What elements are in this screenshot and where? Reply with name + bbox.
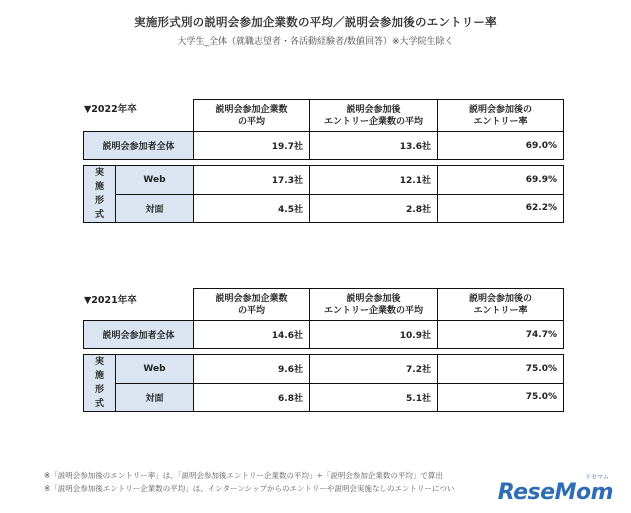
table-row-web: [84, 166, 564, 195]
cell-value: 13.6社: [310, 132, 438, 160]
row-label-web: Web: [116, 166, 194, 195]
header-avg-companies: 説明会参加企業数 の平均: [194, 289, 310, 321]
table-header-row: [84, 100, 564, 132]
row-label-total: 説明会参加者全体: [84, 321, 194, 349]
cell-value: 2.8社: [310, 194, 438, 223]
cell-value: 62.2%: [438, 194, 564, 223]
year-label-2021: ▼2021年卒: [84, 295, 137, 306]
cell-value: 69.0%: [438, 132, 564, 160]
footnote-1: ※「説明会参加後のエントリー率」は、「説明会参加後エントリー企業数の平均」÷「説明会参加企業数の平均」で算出: [44, 471, 443, 480]
row-label-inperson: 対面: [116, 194, 194, 223]
row-label-total: 説明会参加者全体: [84, 132, 194, 160]
cell-value: 74.7%: [438, 321, 564, 349]
cell-value: 9.6社: [194, 355, 310, 384]
header-avg-entry-companies: 説明会参加後 エントリー企業数の平均: [310, 100, 438, 132]
header-avg-entry-companies: 説明会参加後 エントリー企業数の平均: [310, 289, 438, 321]
table-row-inperson: [84, 383, 564, 412]
table-header-row: [84, 289, 564, 321]
cell-value: 4.5社: [194, 194, 310, 223]
page-subtitle: 大学生_全体（就職志望者・各活動経験者/数値回答）※大学院生除く: [177, 37, 454, 47]
cell-value: 14.6社: [194, 321, 310, 349]
row-label-web: Web: [116, 355, 194, 384]
cell-value: 6.8社: [194, 383, 310, 412]
header-avg-companies: 説明会参加企業数 の平均: [194, 100, 310, 132]
table-2022: [83, 99, 564, 223]
cell-value: 19.7社: [194, 132, 310, 160]
cell-value: 7.2社: [310, 355, 438, 384]
cell-value: 17.3社: [194, 166, 310, 195]
resemom-logo: ReseMom: [497, 480, 613, 505]
cell-value: 69.9%: [438, 166, 564, 195]
year-label-2022: ▼2022年卒: [84, 104, 137, 115]
logo-subtext: リセマム: [585, 474, 609, 481]
cell-value: 10.9社: [310, 321, 438, 349]
cell-value: 5.1社: [310, 383, 438, 412]
cell-value: 12.1社: [310, 166, 438, 195]
table-row-total: [84, 132, 564, 160]
header-entry-rate: 説明会参加後の エントリー率: [438, 100, 564, 132]
footnote-2: ※「説明会参加後エントリー企業数の平均」は、インターンシップからのエントリーや説明会実施なしのエントリーについ: [44, 484, 455, 493]
page-title: 実施形式別の説明会参加企業数の平均／説明会参加後のエントリー率: [134, 15, 497, 29]
header-entry-rate: 説明会参加後の エントリー率: [438, 289, 564, 321]
group-label-format: 実 施 形 式: [84, 355, 116, 412]
group-label-format: 実 施 形 式: [84, 166, 116, 223]
table-row-web: [84, 355, 564, 384]
table-row-inperson: [84, 194, 564, 223]
table-row-total: [84, 321, 564, 349]
row-label-inperson: 対面: [116, 383, 194, 412]
cell-value: 75.0%: [438, 355, 564, 384]
table-2021: [83, 288, 564, 412]
cell-value: 75.0%: [438, 383, 564, 412]
